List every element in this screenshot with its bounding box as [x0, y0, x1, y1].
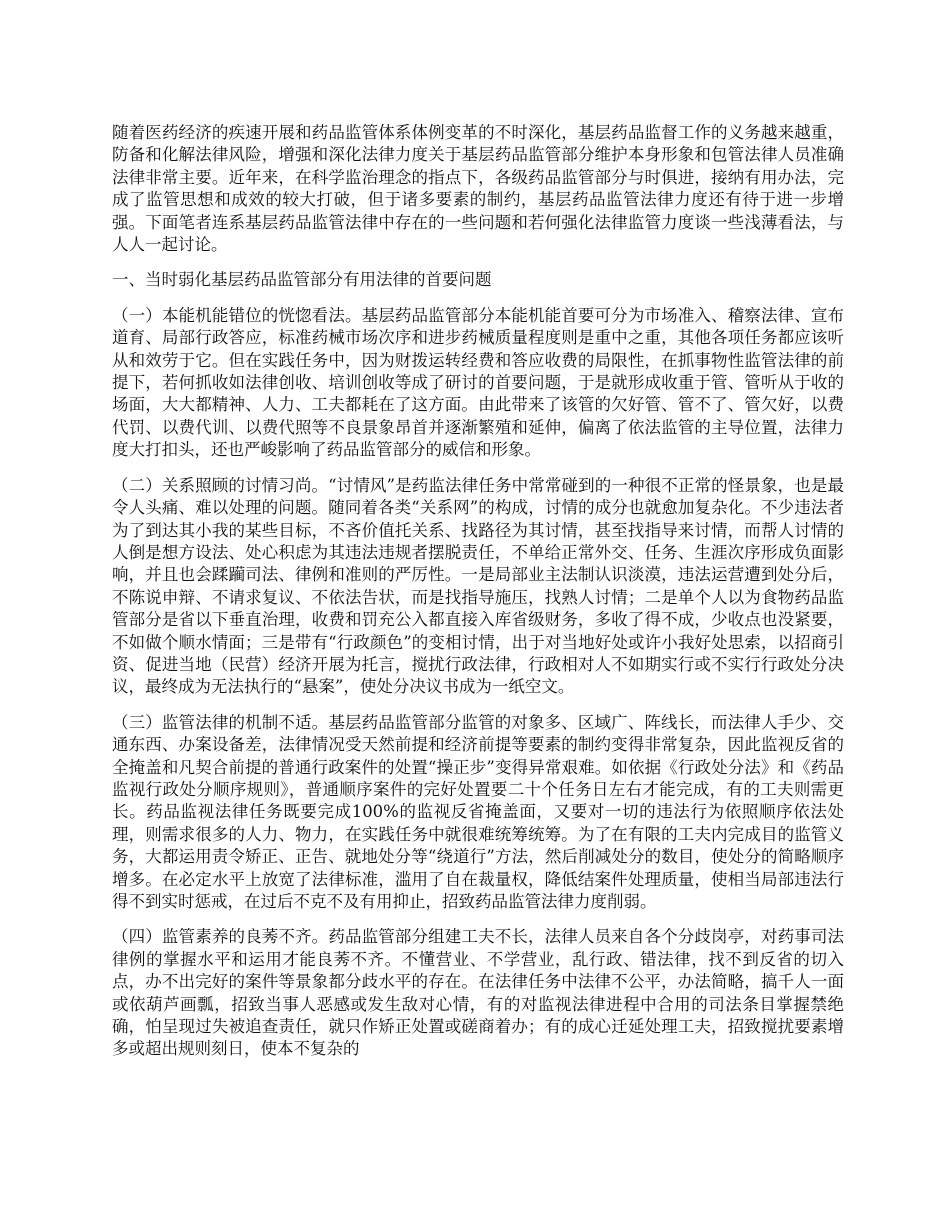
paragraph-2: （二）关系照顾的讨情习尚。“讨情风”是药监法律任务中常常碰到的一种很不正常的怪景象，也是最令人头痛、难以处理的问题。随同着各类“关系网”的构成，讨情的成分也就愈加复杂化。不少违法者为了到达其小我的某些目标，不吝价值托关系、找路径为其讨情，甚至找指导来讨情，而帮人讨情的人倒是想方设法、处心积虑为其违法违规者摆脱责任，不单给正常外交、任务、生涯次序形成负面影响，并且也会蹂躏司法、律例和准则的严厉性。一是局部业主法制认识淡漠，违法运营遭到处分后，不陈说申辩、不请求复议、不依法告状，而是找指导施压，找熟人讨情；二是单个人以为食物药品监管部分是省以下垂直治理，收费和罚充公入都直接入库省级财务，多收了得不成，少收点也没紧要，不如做个顺水情面；三是带有“行政颜色”的变相讨情，出于对当地好处或许小我好处思索，以招商引资、促进当地（民营）经济开展为托言，搅扰行政法律，行政相对人不如期实行或不实行行政处分决议，最终成为无法执行的“悬案”，使处分决议书成为一纸空文。 [112, 475, 844, 697]
section-heading: 一、当时弱化基层药品监管部分有用法律的首要问题 [112, 270, 492, 290]
paragraph-3: （三）监管法律的机制不适。基层药品监管部分监管的对象多、区域广、阵线长，而法律人手少、交通东西、办案设备差，法律情况受天然前提和经济前提等要素的制约变得非常复杂，因此监视反省的全掩盖和凡契合前提的普通行政案件的处置“操正步”变得异常艰难。如依据《行政处分法》和《药品监视行政处分顺序规则》，普通顺序案件的完好处置要二十个任务日左右才能完成，有的工夫则需更长。药品监视法律任务既要完成100%的监视反省掩盖面，又要对一切的违法行为依照顺序依法处理，则需求很多的人力、物力，在实践任务中就很难统筹统筹。为了在有限的工夫内完成目的监管义务，大都运用责令矫正、正告、就地处分等“绕道行”方法，然后削减处分的数目，使处分的简略顺序增多。在必定水平上放宽了法律标准，滥用了自在裁量权，降低结案件处理质量，使相当局部违法行得不到实时惩戒，在过后不克不及有用抑止，招致药品监管法律力度削弱。 [112, 712, 844, 911]
paragraph-4: （四）监管素养的良莠不齐。药品监管部分组建工夫不长，法律人员来自各个分歧岗亭，对药事司法律例的掌握水平和运用才能良莠不齐。不懂营业、不学营业，乱行政、错法律，找不到反省的切入点，办不出完好的案件等景象都分歧水平的存在。在法律任务中法律不公平，办法简略，搞千人一面或依葫芦画瓢，招致当事人恶感或发生敌对心情，有的对监视法律进程中合用的司法条目掌握禁绝确，怕呈现过失被追查责任，就只作矫正处置或磋商着办；有的成心迁延处理工夫，招致搅扰要素增多或超出规则刻日，使本不复杂的 [112, 927, 844, 1059]
intro-paragraph: 随着医药经济的疾速开展和药品监管体系体例变革的不时深化，基层药品监督工作的义务越来越重，防备和化解法律风险，增强和深化法律力度关于基层药品监管部分维护本身形象和包管法律人员准确法律非常主要。近年来，在科学监治理念的指点下，各级药品监管部分与时俱进，接纳有用办法，完成了监管思想和成效的较大打破，但于诸多要素的制约，基层药品监管法律力度还有待于进一步增强。下面笔者连系基层药品监管法律中存在的一些问题和若何强化法律监管力度谈一些浅薄看法，与人人一起讨论。 [112, 123, 844, 255]
document-page [112, 122, 844, 1074]
paragraph-1: （一）本能机能错位的恍惚看法。基层药品监管部分本能机能首要可分为市场准入、稽察法律、宣布道育、局部行政答应，标准药械市场次序和进步药械质量程度则是重中之重，其他各项任务都应该听从和效劳于它。但在实践任务中，因为财拨运转经费和答应收费的局限性，在抓事物性监管法律的前提下，若何抓收如法律创收、培训创收等成了研讨的首要问题，于是就形成收重于管、管听从于收的场面，大大都精神、人力、工夫都耗在了这方面。由此带来了该管的欠好管、管不了、管欠好，以费代罚、以费代训、以费代照等不良景象昂首并逐渐繁殖和延伸，偏离了依法监管的主导位置，法律力度大打扣头，还也严峻影响了药品监管部分的威信和形象。 [112, 305, 844, 460]
